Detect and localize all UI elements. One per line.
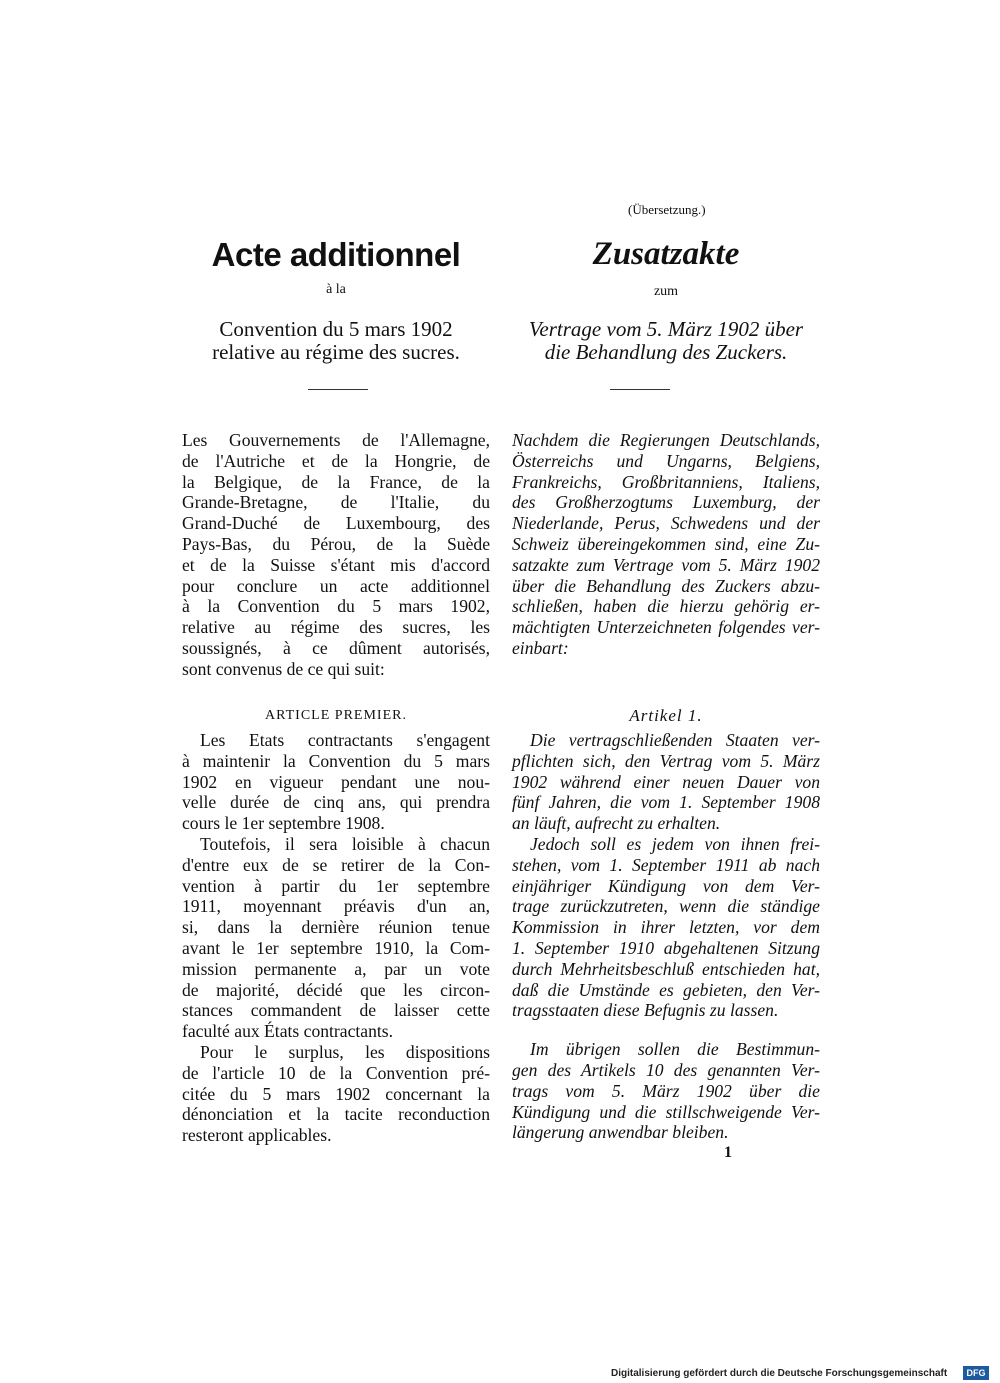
subtitle-line: relative au régime des sucres.: [212, 340, 460, 364]
subtitle-small-german: zum: [653, 284, 679, 299]
title-french: Acte additionnel: [211, 236, 461, 273]
text-line: stances commandent de laisser cette: [182, 1000, 490, 1021]
text-line: de l'Autriche et de la Hongrie, de: [182, 450, 490, 471]
text-line: Grande-Bretagne, de l'Italie, du: [182, 492, 490, 513]
text-line: Österreichs und Ungarns, Belgiens,: [512, 450, 820, 471]
text-line: d'entre eux de se retirer de la Con-: [182, 854, 490, 875]
text-line: 1902 en vigueur pendant une nou-: [182, 771, 490, 792]
footer-credit: Digitalisierung gefördert durch die Deutsche Forschungsgemeinschaft: [611, 1368, 948, 1379]
preamble-german-text: [512, 430, 820, 659]
text-line: Im übrigen sollen die Bestimmun-: [530, 1039, 820, 1060]
text-line: Pour le surplus, les dispositions: [200, 1041, 490, 1062]
subtitle-line: die Behandlung des Zuckers.: [544, 340, 788, 364]
text-line: fünf Jahren, die vom 1. September 1908: [512, 792, 820, 813]
divider-german: [610, 389, 670, 390]
text-line: sont convenus de ce qui suit:: [182, 658, 385, 679]
text-line: citée du 5 mars 1902 concernant la: [182, 1083, 490, 1104]
text-line: Schweiz übereingekommen sind, eine Zu-: [512, 533, 820, 554]
text-line: über die Behandlung des Zuckers abzu-: [512, 575, 820, 596]
article-french: [182, 730, 490, 1146]
text-line: tragsstaaten diese Befugnis zu lassen.: [512, 1000, 779, 1021]
text-line: schließen, haben die hierzu gehörig er-: [512, 596, 820, 617]
text-line: einbart:: [512, 637, 569, 658]
article-german-para-3: [512, 1039, 820, 1143]
article-french-para-1: [182, 730, 490, 834]
article-german: [512, 730, 820, 1143]
text-line: de l'article 10 de la Convention pré-: [182, 1062, 490, 1083]
text-line: Pays-Bas, du Pérou, de la Suède: [182, 533, 490, 554]
text-line: dénonciation et la tacite reconduction: [182, 1104, 490, 1125]
text-line: Les Gouvernements de l'Allemagne,: [182, 430, 490, 450]
page-number: 1: [724, 1144, 732, 1161]
text-line: et de la Suisse s'étant mis d'accord: [182, 554, 490, 575]
text-line: Kündigung und die stillschweigende Ver-: [512, 1101, 820, 1122]
text-line: pflichten sich, den Vertrag vom 5. März: [512, 750, 820, 771]
text-line: längerung anwendbar bleiben.: [512, 1122, 729, 1143]
text-line: Niederlande, Perus, Schwedens und der: [512, 513, 820, 534]
text-line: faculté aux États contractants.: [182, 1021, 394, 1042]
text-line: Frankreichs, Großbritanniens, Italiens,: [512, 471, 820, 492]
article-french-para-3: [182, 1042, 490, 1146]
preamble-french: [182, 430, 490, 680]
text-line: satzakte zum Vertrage vom 5. März 1902: [512, 554, 820, 575]
text-line: si, dans la dernière réunion tenue: [182, 917, 490, 938]
text-line: Les Etats contractants s'engagent: [200, 730, 490, 750]
text-line: cours le 1er septembre 1908.: [182, 813, 385, 834]
subtitle-small-french: à la: [326, 282, 346, 297]
text-line: avant le 1er septembre 1910, la Com-: [182, 937, 490, 958]
text-line: Nachdem die Regierungen Deutschlands,: [512, 430, 820, 450]
subtitle-line: Convention du 5 mars 1902: [219, 317, 453, 341]
text-line: gen des Artikels 10 des genannten Ver-: [512, 1059, 820, 1080]
subtitle-german: [512, 318, 820, 364]
text-line: pour conclure un acte additionnel: [182, 575, 490, 596]
subtitle-line: Vertrage vom 5. März 1902 über: [528, 317, 804, 341]
text-line: Grand-Duché de Luxembourg, des: [182, 513, 490, 534]
title-german: Zusatzakte: [592, 236, 740, 272]
text-line: mission permanente a, par un vote: [182, 958, 490, 979]
text-line: Jedoch soll es jedem von ihnen frei-: [530, 833, 820, 854]
text-line: de majorité, décidé que les circon-: [182, 979, 490, 1000]
translation-note: (Übersetzung.): [628, 202, 706, 217]
text-line: 1902 während einer neuen Dauer von: [512, 771, 820, 792]
text-line: trags vom 5. März 1902 über die: [512, 1080, 820, 1101]
dfg-logo: DFG: [963, 1366, 989, 1380]
text-line: trage zurückzutreten, wenn die ständige: [512, 896, 820, 917]
text-line: la Belgique, de la France, de la: [182, 471, 490, 492]
text-line: à maintenir la Convention du 5 mars: [182, 750, 490, 771]
article-french-para-2: [182, 834, 490, 1042]
article-german-para-1: [512, 730, 820, 834]
text-line: mächtigten Unterzeichneten folgendes ver-: [512, 617, 820, 638]
text-line: soussignés, à ce dûment autorisés,: [182, 637, 490, 658]
text-line: vention à partir du 1er septembre: [182, 875, 490, 896]
text-line: velle durée de cinq ans, qui prendra: [182, 792, 490, 813]
text-line: des Großherzogtums Luxemburg, der: [512, 492, 820, 513]
text-line: 1911, moyennant préavis d'un an,: [182, 896, 490, 917]
text-line: à la Convention du 5 mars 1902,: [182, 596, 490, 617]
preamble-french-text: [182, 430, 490, 680]
text-line: Toutefois, il sera loisible à chacun: [200, 833, 490, 854]
divider-french: [308, 389, 368, 390]
text-line: 1. September 1910 abgehaltenen Sitzung: [512, 937, 820, 958]
text-line: daß die Umstände es gebieten, den Ver-: [512, 979, 820, 1000]
text-line: relative au régime des sucres, les: [182, 617, 490, 638]
text-line: resteront applicables.: [182, 1125, 332, 1146]
article-heading-german: Artikel 1.: [629, 706, 703, 725]
text-line: stehen, vom 1. September 1911 ab nach: [512, 854, 820, 875]
subtitle-french: [182, 318, 490, 364]
text-line: einjähriger Kündigung von dem Ver-: [512, 875, 820, 896]
text-line: Kommission in ihrer letzten, vor dem: [512, 917, 820, 938]
article-german-para-2: [512, 834, 820, 1021]
text-line: Die vertragschließenden Staaten ver-: [530, 730, 820, 750]
article-heading-french: ARTICLE PREMIER.: [265, 708, 407, 723]
text-line: an läuft, aufrecht zu erhalten.: [512, 813, 721, 834]
preamble-german: [512, 430, 820, 659]
text-line: durch Mehrheitsbeschluß entschieden hat,: [512, 958, 820, 979]
